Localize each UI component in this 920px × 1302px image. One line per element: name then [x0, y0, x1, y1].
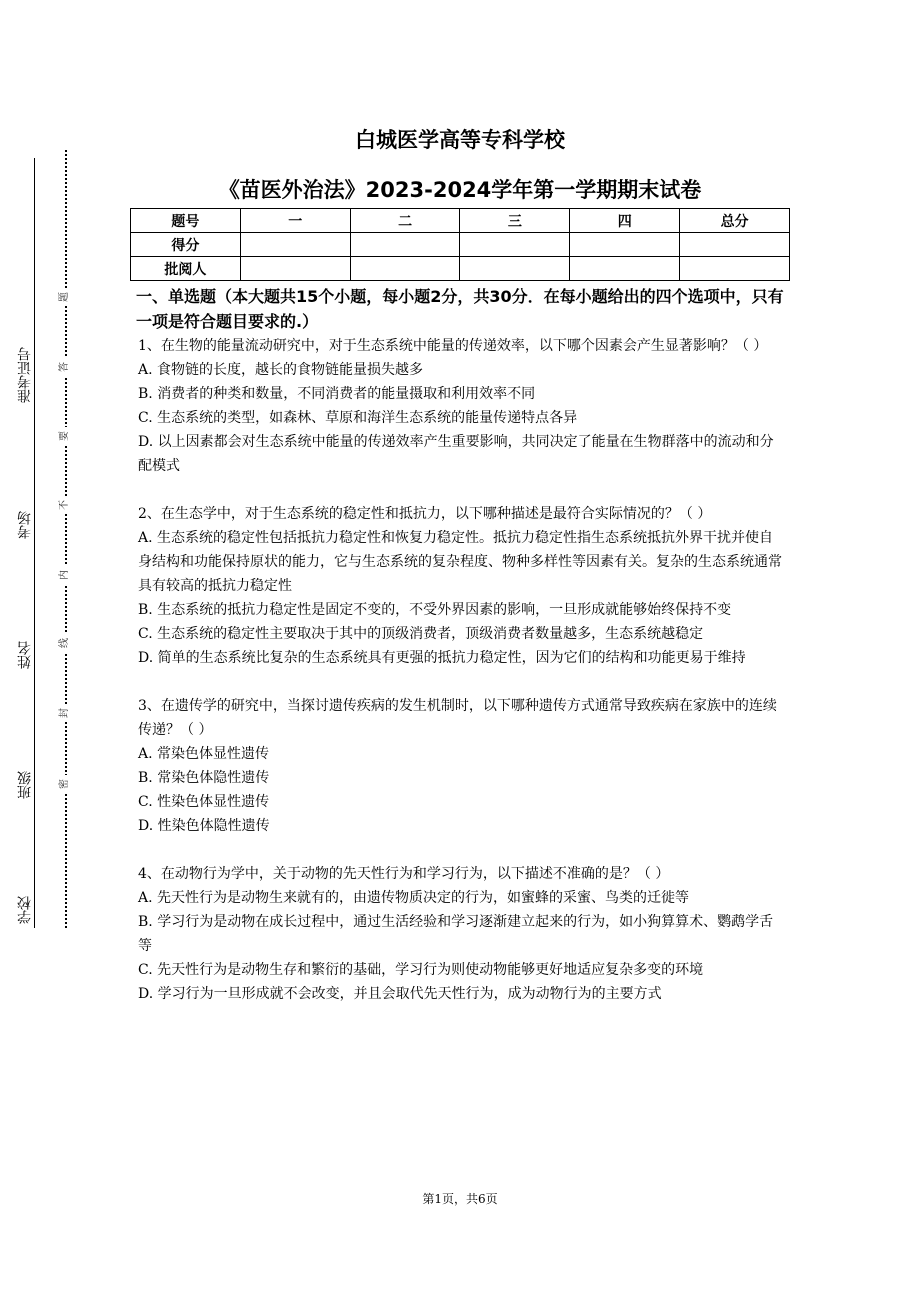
grader-cell[interactable] — [460, 257, 570, 281]
section-heading: 一、单选题（本大题共15个小题，每小题2分，共30分．在每小题给出的四个选项中，只有一项是符合题目要求的.） — [136, 287, 784, 331]
grader-cell[interactable] — [350, 257, 460, 281]
option-a[interactable]: A. 先天性行为是动物生来就有的，由遗传物质决定的行为，如蜜蜂的采蜜、鸟类的迁徙等 — [138, 890, 690, 906]
question-stem: 3、在遗传学的研究中，当探讨遗传疾病的发生机制时，以下哪种遗传方式通常导致疾病在家族中的连续传递？（ ） — [138, 698, 777, 738]
page-footer: 第1页，共6页 — [422, 1192, 498, 1206]
binding-field-name: 姓名 — [17, 641, 33, 669]
column-header: 四 — [570, 209, 680, 233]
question-stem: 4、在动物行为学中，关于动物的先天性行为和学习行为，以下描述不准确的是？（ ） — [138, 866, 670, 882]
option-c[interactable]: C. 生态系统的稳定性主要取决于其中的顶级消费者，顶级消费者数量越多，生态系统越稳定 — [138, 626, 704, 642]
seal-char: 线 — [56, 634, 74, 652]
seal-char: 答 — [56, 358, 74, 376]
column-header: 二 — [350, 209, 460, 233]
question-2 — [138, 502, 786, 670]
exam-title: 《苗医外治法》2023-2024学年第一学期期末试卷 — [218, 178, 702, 202]
seal-char: 密 — [56, 775, 74, 793]
score-cell[interactable] — [680, 233, 790, 257]
score-cell[interactable] — [240, 233, 350, 257]
question-1 — [138, 334, 786, 478]
option-d[interactable]: D. 简单的生态系统比复杂的生态系统具有更强的抵抗力稳定性，因为它们的结构和功能更易于维持 — [138, 650, 746, 666]
option-c[interactable]: C. 性染色体显性遗传 — [138, 794, 270, 810]
option-b[interactable]: B. 学习行为是动物在成长过程中，通过生活经验和学习逐渐建立起来的行为，如小狗算算术、鹦鹉学舌等 — [138, 914, 774, 954]
exam-content — [138, 284, 786, 1006]
binding-field-class: 班级 — [17, 771, 33, 799]
table-row — [131, 233, 790, 257]
option-a[interactable]: A. 食物链的长度，越长的食物链能量损失越多 — [138, 362, 424, 378]
score-cell[interactable] — [570, 233, 680, 257]
column-header: 总分 — [680, 209, 790, 233]
option-b[interactable]: B. 常染色体隐性遗传 — [138, 770, 270, 786]
option-c[interactable]: C. 先天性行为是动物生存和繁衍的基础，学习行为则使动物能够更好地适应复杂多变的环境 — [138, 962, 704, 978]
seal-dotted-line — [65, 150, 67, 928]
option-a[interactable]: A. 常染色体显性遗传 — [138, 746, 270, 762]
school-title: 白城医学高等专科学校 — [355, 128, 565, 152]
option-d[interactable]: D. 性染色体隐性遗传 — [138, 818, 270, 834]
seal-char: 不 — [56, 496, 74, 514]
option-a[interactable]: A. 生态系统的稳定性包括抵抗力稳定性和恢复力稳定性。抵抗力稳定性指生态系统抵抗外界干扰并使自身结构和功能保持原状的能力，它与生态系统的复杂程度、物种多样性等因素有关。复杂的生态系统通常具有较高的抵抗力稳定性 — [138, 530, 782, 594]
score-cell[interactable] — [460, 233, 570, 257]
seal-char: 内 — [56, 566, 74, 584]
question-3 — [138, 694, 786, 838]
score-table — [130, 208, 790, 281]
question-4 — [138, 862, 786, 1006]
row-header-score: 得分 — [131, 233, 241, 257]
binding-field-school: 学校 — [17, 896, 33, 924]
column-header: 三 — [460, 209, 570, 233]
grader-cell[interactable] — [680, 257, 790, 281]
binding-field-admission-number: 准考证号 — [17, 347, 33, 403]
question-stem: 1、在生物的能量流动研究中，对于生态系统中能量的传递效率，以下哪个因素会产生显著影响？（ ） — [138, 338, 768, 354]
seal-char: 要 — [56, 427, 74, 445]
option-b[interactable]: B. 生态系统的抵抗力稳定性是固定不变的，不受外界因素的影响，一旦形成就能够始终保持不变 — [138, 602, 732, 618]
binding-field-exam-room: 考场 — [17, 511, 33, 539]
option-d[interactable]: D. 学习行为一旦形成就不会改变，并且会取代先天性行为，成为动物行为的主要方式 — [138, 986, 662, 1002]
grader-cell[interactable] — [240, 257, 350, 281]
table-row — [131, 257, 790, 281]
row-header-question-no: 题号 — [131, 209, 241, 233]
row-header-grader: 批阅人 — [131, 257, 241, 281]
grader-cell[interactable] — [570, 257, 680, 281]
question-stem: 2、在生态学中，对于生态系统的稳定性和抵抗力，以下哪种描述是最符合实际情况的？（ ） — [138, 506, 712, 522]
seal-char: 题 — [56, 288, 74, 306]
column-header: 一 — [240, 209, 350, 233]
table-row — [131, 209, 790, 233]
option-d[interactable]: D. 以上因素都会对生态系统中能量的传递效率产生重要影响，共同决定了能量在生物群落中的流动和分配模式 — [138, 434, 774, 474]
option-c[interactable]: C. 生态系统的类型，如森林、草原和海洋生态系统的能量传递特点各异 — [138, 410, 578, 426]
score-cell[interactable] — [350, 233, 460, 257]
seal-char: 封 — [56, 704, 74, 722]
option-b[interactable]: B. 消费者的种类和数量，不同消费者的能量摄取和利用效率不同 — [138, 386, 536, 402]
